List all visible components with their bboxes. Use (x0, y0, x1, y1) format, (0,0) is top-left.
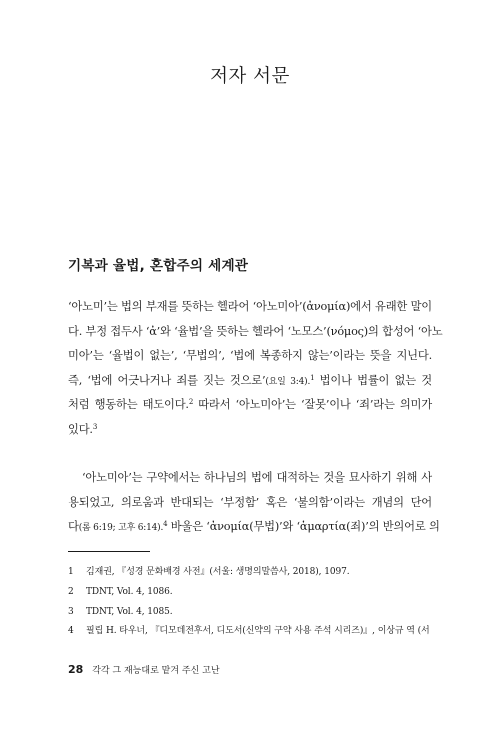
line-text: 다 (68, 520, 79, 534)
paragraph-1 (68, 295, 443, 443)
line-text: 법이나 법률이 없는 것 (314, 373, 432, 387)
footnote-marker[interactable]: 3 (92, 422, 98, 431)
running-title: 각각 그 재능대로 맡겨 주신 고난 (92, 666, 220, 676)
paragraph-2 (68, 466, 440, 540)
paragraph-line (68, 418, 432, 443)
page-title: 저자 서문 (210, 66, 290, 87)
scripture-reference: (롬 6:19; 고후 6:14). (78, 523, 164, 534)
paragraph-line: 미아’는 ‘율법이 없는’, ‘무법의’, ‘법에 복종하지 않는’이라는 뜻을 지닌다. (68, 349, 432, 363)
paragraph-line (68, 393, 432, 418)
line-text: 있다. (68, 422, 93, 436)
line-text: 따라서 ‘아노미아’는 ‘잘못’이나 ‘죄’라는 의미가 (193, 398, 432, 412)
paragraph-line: 용되었고, 의로움과 반대되는 ‘부정함’ 혹은 ‘불의함’이라는 개념의 단어 (68, 495, 432, 509)
section-heading: 기복과 율법, 혼합주의 세계관 (68, 258, 249, 274)
line-text: 바울은 ‘ἀνομία(무법)’와 ‘ἁμαρτία(죄)’의 반의어로 의 (167, 520, 440, 534)
line-text: 즉, ‘법에 어긋나거나 죄를 짓는 것으로’ (68, 373, 266, 387)
footnote-marker[interactable]: 2 (188, 398, 194, 407)
line-text: 처럼 행동하는 태도이다. (68, 398, 189, 412)
footnote-item (68, 622, 438, 642)
footnote-text: 필립 H. 타우너, 『디모데전후서, 디도서(신약의 구약 사용 주석 시리즈)』, 이상규 역 (서 (86, 626, 430, 637)
footnote-number: 3 (68, 606, 74, 617)
footnote-item (68, 563, 438, 583)
scripture-reference: (요일 3:4). (265, 376, 311, 387)
footnote-item (68, 583, 438, 603)
footnote-number: 2 (68, 586, 74, 597)
footnote-text: 김재권, 『성경 문화배경 사전』(서울: 생명의말씀사, 2018), 1097. (86, 567, 350, 577)
footnote-marker[interactable]: 4 (163, 520, 168, 529)
paragraph-line: ‘아노미’는 법의 부재를 뜻하는 헬라어 ‘아노미아’(ἀνομία)에서 유래한 말이 (68, 300, 432, 313)
footnote-text: TDNT, Vol. 4, 1086. (86, 586, 173, 597)
paragraph-line: 다. 부정 접두사 ‘ἀ’와 ‘율법’을 뜻하는 헬라어 ‘노모스’(νόμος)의 합성어 ‘아노 (68, 324, 443, 338)
paragraph-line: ‘아노미아’는 구약에서는 하나님의 법에 대적하는 것을 묘사하기 위해 사 (82, 471, 432, 484)
page-number: 28 (68, 663, 84, 676)
footnotes (68, 563, 438, 642)
footnote-divider (68, 551, 150, 552)
page-footer (68, 663, 220, 676)
footnote-number: 4 (68, 626, 74, 637)
paragraph-line (68, 515, 440, 540)
paragraph-line (68, 369, 432, 394)
footnote-marker[interactable]: 1 (310, 373, 315, 382)
footnote-item (68, 603, 438, 623)
footnote-number: 1 (68, 567, 74, 577)
footnote-text: TDNT, Vol. 4, 1085. (86, 606, 173, 617)
